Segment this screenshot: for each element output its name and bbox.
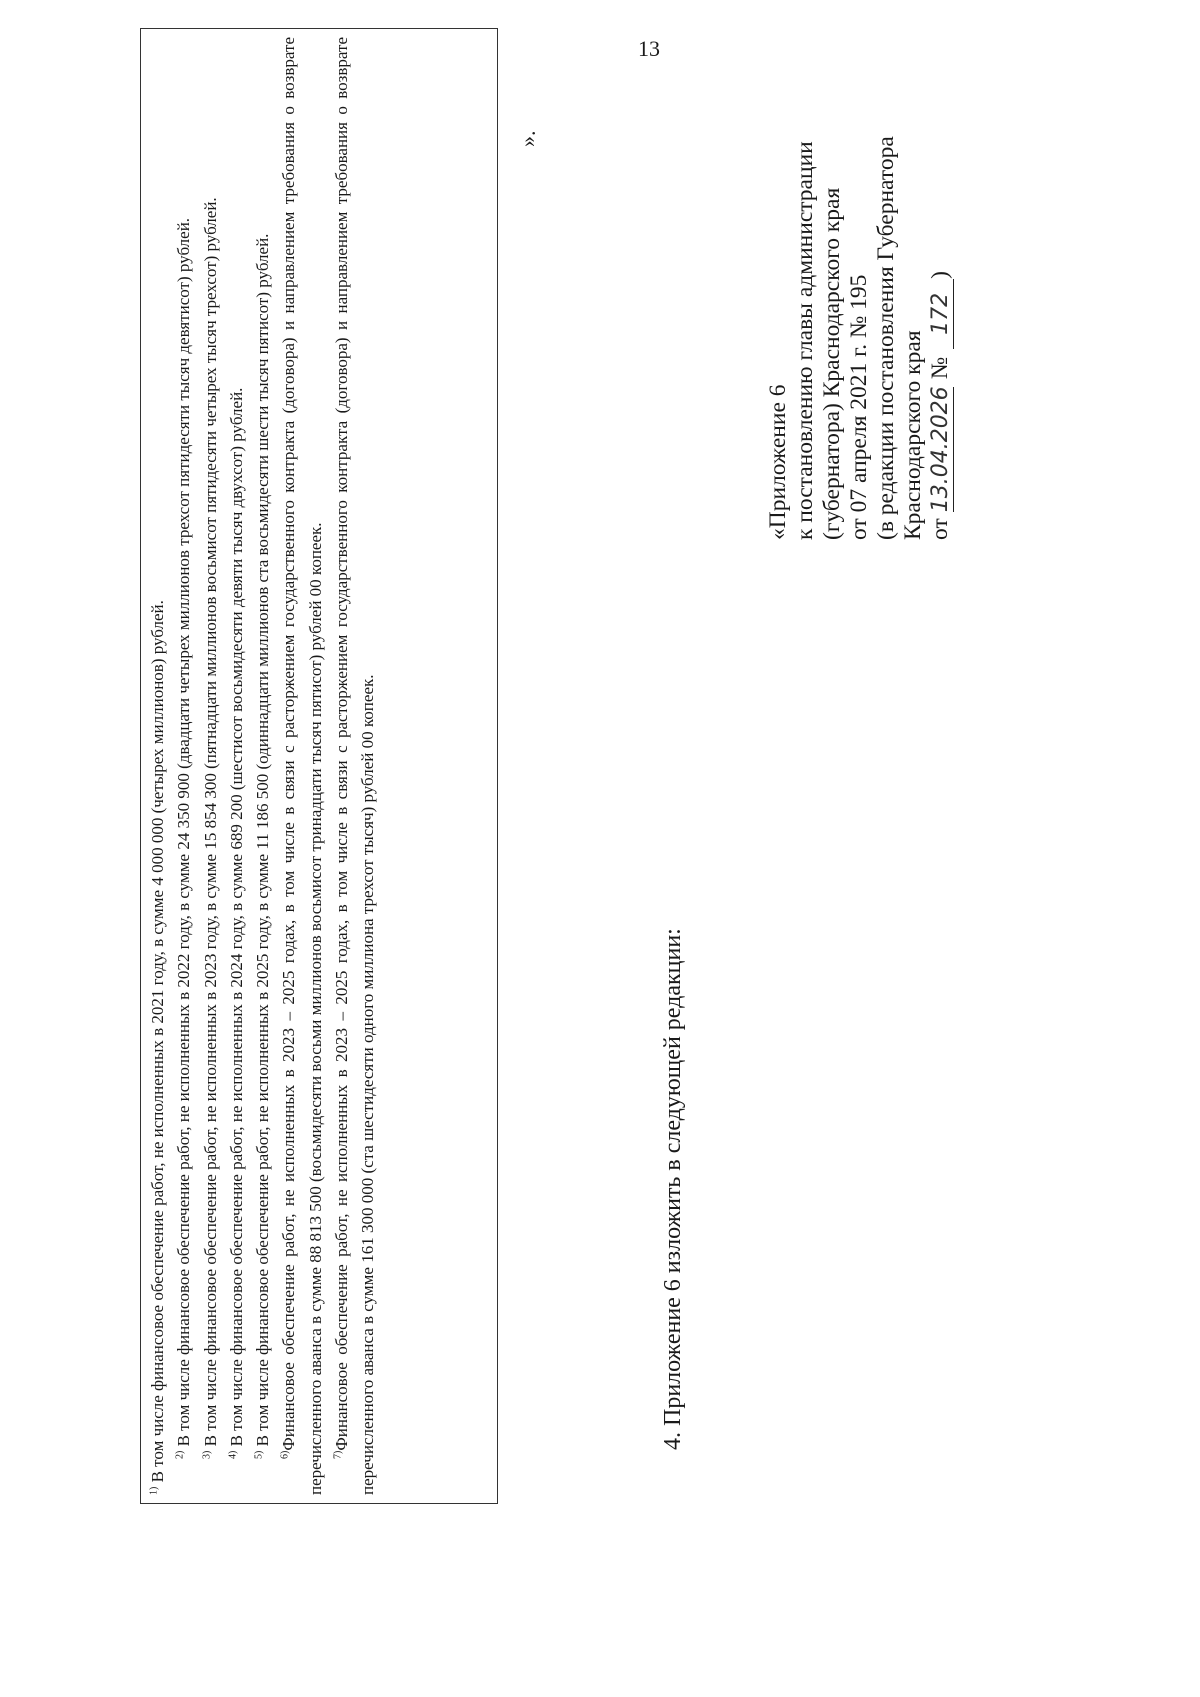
appendix-line: от 07 апреля 2021 г. № 195 <box>846 274 872 540</box>
footnote-1 <box>145 37 171 1495</box>
footnote-4 <box>224 37 250 1495</box>
footnote-text: В том числе финансовое обеспечение работ, не исполненных в 2023 году, в сумме 15 854 300 (пятнадцати миллионов восьмисот пятидесяти четырех тысяч трехсот) рублей. <box>200 197 220 1447</box>
footnote-marker: 5) <box>253 1450 265 1459</box>
appendix-line: «Приложение 6 <box>765 384 791 540</box>
handwritten-number: 172 <box>929 279 954 349</box>
appendix-line: к постановлению главы администрации <box>792 141 818 540</box>
footnote-marker: 6) <box>279 1450 291 1459</box>
footnote-6 <box>276 37 329 1495</box>
appendix-header <box>765 20 954 540</box>
footnote-text: Финансовое обеспечение работ, не исполненных в 2023 – 2025 годах, в том числе в связи с расторжением государственного контракта (договора) и направлением требования о возврате перечисленного аванса в сумме 88 813 500 (восьмидесяти восьми миллионов восьмисот тринадцати тысяч пятисот) рублей 00 копеек. <box>279 37 325 1495</box>
from-label: от <box>927 518 953 540</box>
footnote-text: В том числе финансовое обеспечение работ, не исполненных в 2025 году, в сумме 11 186 500 (одиннадцати миллионов ста восьмидесяти шести тысяч пятисот) рублей. <box>253 233 273 1447</box>
footnote-text: В том числе финансовое обеспечение работ, не исполненных в 2024 году, в сумме 689 200 (шестисот восьмидесяти девяти тысяч двухсот) рублей. <box>226 387 246 1447</box>
footnote-marker: 4) <box>227 1450 239 1459</box>
amendment-paragraph: 4. Приложение 6 изложить в следующей редакции: <box>660 928 686 1450</box>
appendix-line: (в редакции постановления Губернатора <box>873 136 899 540</box>
footnotes-box <box>140 28 498 1504</box>
footnote-text: В том числе финансовое обеспечение работ, не исполненных в 2021 году, в сумме 4 000 000 (четырех миллионов) рублей. <box>148 600 167 1483</box>
handwritten-date: 13.04.2026 <box>928 386 953 513</box>
footnote-marker: 1) <box>148 1486 160 1495</box>
footnote-marker: 3) <box>200 1450 212 1459</box>
footnote-text: В том числе финансовое обеспечение работ, не исполненных в 2022 году, в сумме 24 350 900 (двадцати четырех миллионов трехсот пятидесяти тысяч девятисот) рублей. <box>174 217 194 1447</box>
closing-quote: ». <box>515 130 540 147</box>
appendix-line: Краснодарского края <box>900 330 926 540</box>
footnote-2 <box>171 37 197 1495</box>
footnote-5 <box>250 37 276 1495</box>
appendix-signature-line <box>927 20 954 540</box>
number-label: № <box>927 356 953 380</box>
close-paren: ) <box>927 271 953 279</box>
footnote-marker: 7) <box>332 1450 344 1459</box>
footnote-marker: 2) <box>174 1450 186 1459</box>
page-number: 13 <box>638 36 660 61</box>
appendix-line: (губернатора) Краснодарского края <box>819 187 845 540</box>
footnote-3 <box>198 37 224 1495</box>
footnote-7 <box>329 37 382 1495</box>
footnote-text: Финансовое обеспечение работ, не исполненных в 2023 – 2025 годах, в том числе в связи с расторжением государственного контракта (договора) и направлением требования о возврате перечисленного аванса в сумме 161 300 000 (ста шестидесяти одного миллиона трехсот тысяч) рублей 00 копеек. <box>332 37 378 1495</box>
